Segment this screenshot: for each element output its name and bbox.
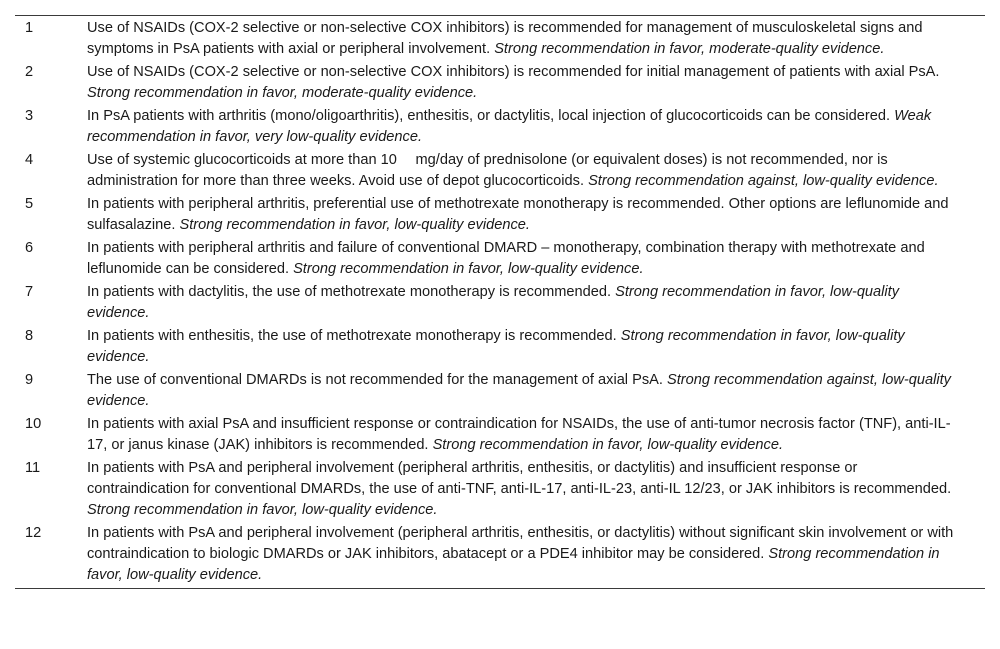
- recommendation-statement: In patients with axial PsA and insufficient response or contraindication for NSAIDs, the use of anti-tumor necrosis factor (TNF), anti-IL-17, or janus kinase (JAK) inhibitors is recommended.: [87, 416, 951, 453]
- table-row: [15, 326, 985, 370]
- recommendation-grade: Strong recommendation in favor, low-quality evidence.: [87, 546, 940, 583]
- recommendation-grade: Strong recommendation in favor, low-quality evidence.: [87, 284, 900, 321]
- table-row: [15, 370, 985, 414]
- recommendation-grade: Weak recommendation in favor, very low-quality evidence.: [87, 108, 932, 145]
- table-row: [15, 238, 985, 282]
- table-row: [15, 458, 985, 523]
- recommendation-text: [87, 458, 985, 523]
- recommendation-number: 4: [25, 152, 34, 168]
- recommendation-text: [87, 370, 985, 414]
- recommendation-number: 6: [25, 240, 34, 256]
- recommendation-statement: Use of NSAIDs (COX-2 selective or non-selective COX inhibitors) is recommended for initial management of patients with axial PsA.: [87, 64, 940, 80]
- recommendation-text: [87, 238, 985, 282]
- table-row: [15, 16, 985, 63]
- table-row: [15, 194, 985, 238]
- recommendation-number: 9: [25, 372, 34, 388]
- recommendation-grade: Strong recommendation in favor, moderate-quality evidence.: [494, 41, 885, 57]
- recommendation-statement: In patients with peripheral arthritis, preferential use of methotrexate monotherapy is recommended. Other options are leflunomide and sulfasalazine.: [87, 196, 949, 233]
- table-row: [15, 150, 985, 194]
- recommendation-statement: In patients with peripheral arthritis and failure of conventional DMARD – monotherapy, combination therapy with methotrexate and leflunomide can be considered.: [87, 240, 925, 277]
- table-row: [15, 282, 985, 326]
- recommendation-grade: Strong recommendation in favor, low-quality evidence.: [87, 328, 905, 365]
- recommendation-grade: Strong recommendation against, low-quality evidence.: [87, 372, 951, 409]
- recommendation-statement: In patients with enthesitis, the use of methotrexate monotherapy is recommended.: [87, 328, 617, 344]
- recommendation-number: 12: [25, 525, 42, 541]
- recommendation-statement: In patients with PsA and peripheral involvement (peripheral arthritis, enthesitis, or dactylitis) without significant skin involvement or with contraindication to biologic DMARDs or JAK inhibitors, abatacept or a PDE4 inhibitor may be considered.: [87, 525, 954, 562]
- recommendation-text: [87, 194, 985, 238]
- recommendations-table: [15, 15, 985, 589]
- recommendation-text: [87, 106, 985, 150]
- recommendation-grade: Strong recommendation in favor, moderate-quality evidence.: [87, 85, 478, 101]
- recommendation-statement: The use of conventional DMARDs is not recommended for the management of axial PsA.: [87, 372, 663, 388]
- table-row: [15, 62, 985, 106]
- recommendation-grade: Strong recommendation in favor, low-quality evidence.: [87, 502, 438, 518]
- recommendation-number: 1: [25, 20, 34, 36]
- table-row: [15, 106, 985, 150]
- recommendation-text: [87, 523, 985, 589]
- recommendation-text: [87, 326, 985, 370]
- recommendation-text: [87, 282, 985, 326]
- recommendation-number: 11: [25, 460, 41, 476]
- recommendation-statement: In PsA patients with arthritis (mono/oligoarthritis), enthesitis, or dactylitis, local injection of glucocorticoids can be considered.: [87, 108, 891, 124]
- recommendation-grade: Strong recommendation in favor, low-quality evidence.: [179, 217, 530, 233]
- recommendation-statement: In patients with PsA and peripheral involvement (peripheral arthritis, enthesitis, or dactylitis) and insufficient response or contraindication for conventional DMARDs, the use of anti-TNF, anti-IL-17, anti-IL-23, anti-IL 12/23, or JAK inhibitors is recommended.: [87, 460, 952, 497]
- recommendation-grade: Strong recommendation in favor, low-quality evidence.: [293, 261, 644, 277]
- recommendation-text: [87, 150, 985, 194]
- recommendation-number: 2: [25, 64, 34, 80]
- recommendation-grade: Strong recommendation in favor, low-quality evidence.: [432, 437, 783, 453]
- recommendation-text: [87, 16, 985, 63]
- recommendation-number: 7: [25, 284, 34, 300]
- recommendation-grade: Strong recommendation against, low-quality evidence.: [588, 173, 939, 189]
- recommendation-number: 5: [25, 196, 34, 212]
- recommendation-statement: Use of systemic glucocorticoids at more than 10 mg/day of prednisolone (or equivalent doses) is not recommended, nor is administration for more than three weeks. Avoid use of depot glucocorticoids.: [87, 152, 888, 189]
- recommendation-statement: In patients with dactylitis, the use of methotrexate monotherapy is recommended.: [87, 284, 612, 300]
- recommendation-number: 3: [25, 108, 34, 124]
- recommendation-text: [87, 62, 985, 106]
- recommendation-number: 10: [25, 416, 42, 432]
- recommendation-statement: Use of NSAIDs (COX-2 selective or non-selective COX inhibitors) is recommended for management of musculoskeletal signs and symptoms in PsA patients with axial or peripheral involvement.: [87, 20, 923, 57]
- recommendation-text: [87, 414, 985, 458]
- recommendation-number: 8: [25, 328, 34, 344]
- table-row: [15, 414, 985, 458]
- table-row: [15, 523, 985, 589]
